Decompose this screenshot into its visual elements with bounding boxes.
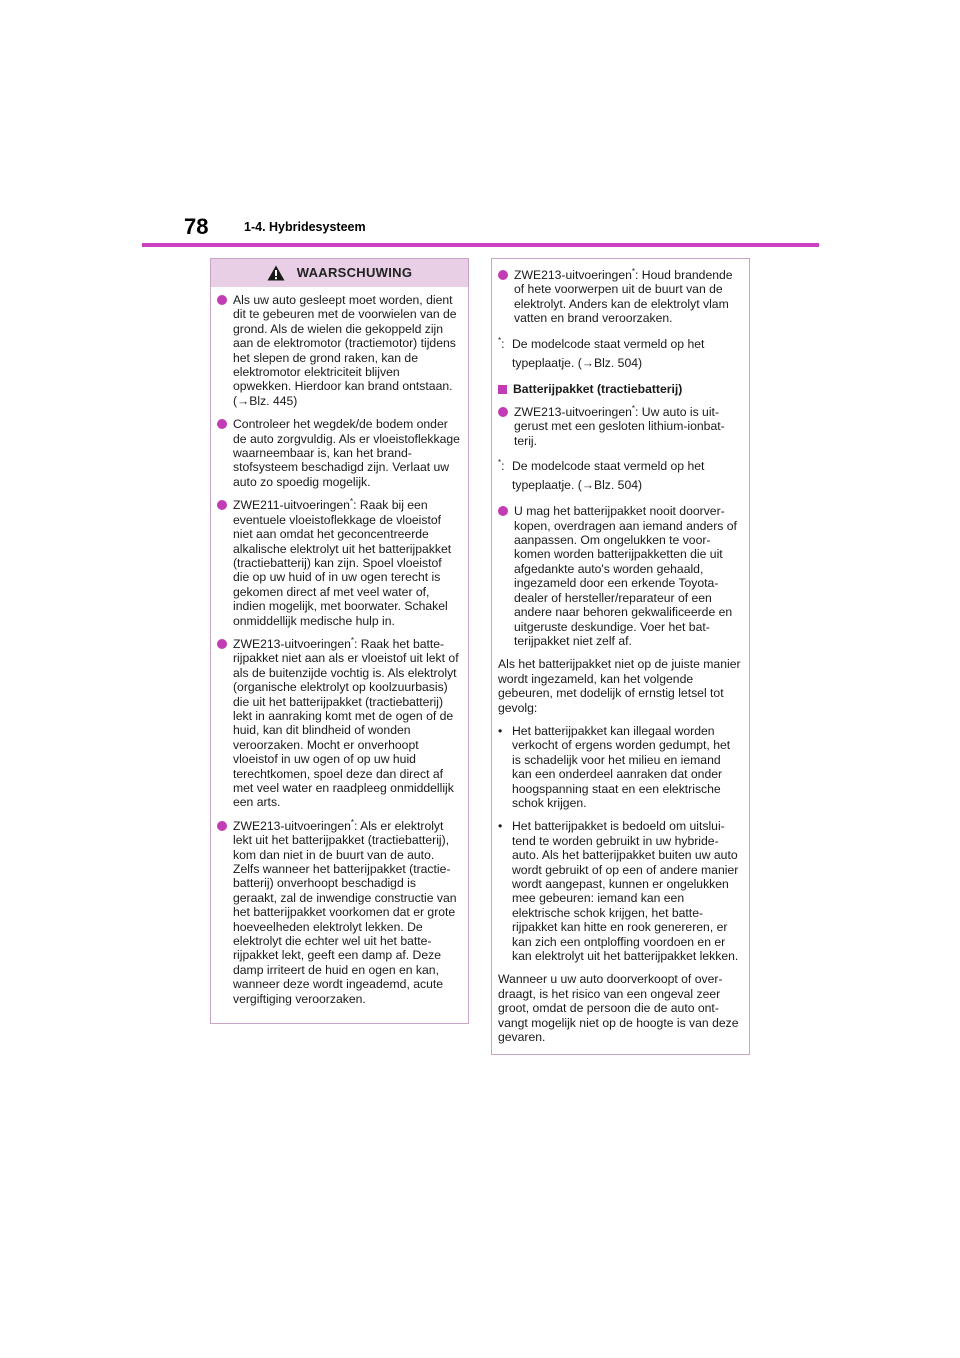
list-item <box>498 819 741 963</box>
list-item <box>217 637 460 810</box>
item-text: ZWE213-uitvoeringen*: Uw auto is uitgerust met een gesloten lithium-ionbatterij. <box>514 403 725 448</box>
bullet-square-icon <box>498 385 507 394</box>
bullet-dot-icon <box>498 270 508 280</box>
warning-triangle-icon <box>267 265 285 281</box>
footnote-text: De modelcode staat vermeld op het typeplaatje. (→Blz. 504) <box>512 336 705 370</box>
bullet-dot-icon <box>217 821 227 831</box>
warning-panel <box>210 258 469 1024</box>
bullet-dot-icon <box>498 407 508 417</box>
warning-item-text: Als uw auto gesleept moet worden, dient dit te gebeuren met de voorwielen van de grond. Als de wielen die gekoppeld zijn aan de elektromotor (tractiemotor) tijdens het slepen de grond raken, kan de elektromotor elektriciteit blijven opwekken. Hierdoor kan brand ontstaan. (→Blz. 445) <box>233 293 457 408</box>
subheading <box>498 382 741 396</box>
footnote-marker: *: <box>498 458 505 474</box>
warning-item-text: ZWE213-uitvoeringen*: Als er elektrolyt lekt uit het batterijpakket (tractiebatterij), kom dan niet in de buurt van de auto. Zelfs wanneer het batterijpakket (tractiebatterij) onverhoopt beschadigd is geraakt, zal de inwendige constructie van het batterijpakket voorkomen dat er grote hoeveelheden elektrolyt lekken. De elektrolyt die echter wel uit het batterijpakket lekt, geeft een damp af. Deze damp irriteert de huid en ogen en kan, wanneer deze wordt ingeademd, acute vergiftiging veroorzaken. <box>233 817 457 1006</box>
warning-item-text: ZWE213-uitvoeringen*: Raak het batterijpakket niet aan als er vloeistof uit lekt of als de buitenzijde vochtig is. Als elektrolyt (organische elektrolyt op koolzuurbasis) die uit het batterijpakket (tractiebatterij) lekt in aanraking komt met de ogen of de huid, kan dit blindheid of wonden veroorzaken. Mocht er onverhoopt vloeistof in uw ogen of op uw huid terechtkomen, spoel deze dan direct af met veel water en raadpleeg onmiddellijk een arts. <box>233 635 459 810</box>
list-item <box>498 268 741 326</box>
subheading-text: Batterijpakket (tractiebatterij) <box>513 381 683 396</box>
sub-bullet-text: Het batterijpakket is bedoeld om uitsluitend te worden gebruikt in uw hybride-auto. Als het batterijpakket buiten uw auto wordt gebruikt of op een of andere manier wordt aangepast, kunnen er ongelukken mee gebeuren: iemand kan een elektrische schok krijgen, het batterijpakket kan hitte en rook genereren, er kan zich een ontploffing voordoen en er kan elektrolyt uit het batterijpakket lekken. <box>512 819 739 964</box>
bullet-dot-icon <box>217 500 227 510</box>
footnote-marker: *: <box>498 335 505 351</box>
item-text: U mag het batterijpakket nooit doorverkopen, overdragen aan iemand anders of aanpassen. Om ongelukken te voorkomen worden batterijpakketten die uit afgedankte auto's worden gehaald, ingezameld door een erkende Toyota-dealer of hersteller/reparateur of een andere naar behoren gekwalificeerde en uitgeruste deskundige. Voer het batterijpakket niet zelf af. <box>514 504 737 648</box>
list-item <box>217 498 460 628</box>
bullet-dot-icon <box>217 639 227 649</box>
sub-bullet-text: Het batterijpakket kan illegaal worden verkocht of ergens worden gedumpt, het is schadelijk voor het milieu en iemand kan een onderdeel aanraken dat onder hoogspanning staat en een elektrische schok krijgen. <box>512 723 731 810</box>
list-item <box>498 405 741 448</box>
bullet-dot-icon <box>217 419 227 429</box>
warning-title: WAARSCHUWING <box>296 264 413 280</box>
footnote <box>498 335 741 373</box>
continuation-panel <box>491 258 750 1055</box>
list-item <box>217 819 460 1006</box>
bullet-dot-icon <box>217 295 227 305</box>
warning-header <box>211 259 468 287</box>
header-rule <box>142 243 819 247</box>
sub-bullet-marker: • <box>498 723 503 738</box>
warning-body <box>211 287 468 1006</box>
warning-item-text: Controleer het wegdek/de bodem onder de auto zorgvuldig. Als er vloeistoflekkage waarneembaar is, kan het brandstofsysteem beschadigd zijn. Verlaat uw auto zo spoedig mogelijk. <box>233 417 460 489</box>
warning-item-text: ZWE211-uitvoeringen*: Raak bij een eventuele vloeistoflekkage de vloeistof niet aan omdat het geconcentreerde alkalische elektrolyt uit het batterijpakket (tractiebatterij) kan zijn. Spoel vloeistof die op uw huid of in uw ogen terecht is gekomen direct af met veel water of, indien mogelijk, met boorwater. Schakel onmiddellijk medische hulp in. <box>233 497 452 628</box>
footnote-text: De modelcode staat vermeld op het typeplaatje. (→Blz. 504) <box>512 459 705 493</box>
page-number: 78 <box>184 214 209 239</box>
footnote <box>498 457 741 495</box>
item-text: ZWE213-uitvoeringen*: Houd brandende of hete voorwerpen uit de buurt van de elektrolyt. Anders kan de elektrolyt vlam vatten en brand veroorzaken. <box>514 266 733 326</box>
list-item <box>217 293 460 408</box>
list-item <box>498 724 741 810</box>
bullet-dot-icon <box>498 506 508 516</box>
list-item <box>498 504 741 648</box>
paragraph: Wanneer u uw auto doorverkoopt of overdraagt, is het risico van een ongeval zeer groot, omdat de persoon die de auto ontvangt mogelijk niet op de hoogte is van deze gevaren. <box>498 972 739 1045</box>
list-item <box>217 417 460 489</box>
paragraph: Als het batterijpakket niet op de juiste manier wordt ingezameld, kan het volgende gebeuren, met dodelijk of ernstig letsel tot gevolg: <box>498 657 741 715</box>
section-title: 1-4. Hybridesysteem <box>244 220 366 234</box>
sub-bullet-marker: • <box>498 819 503 834</box>
